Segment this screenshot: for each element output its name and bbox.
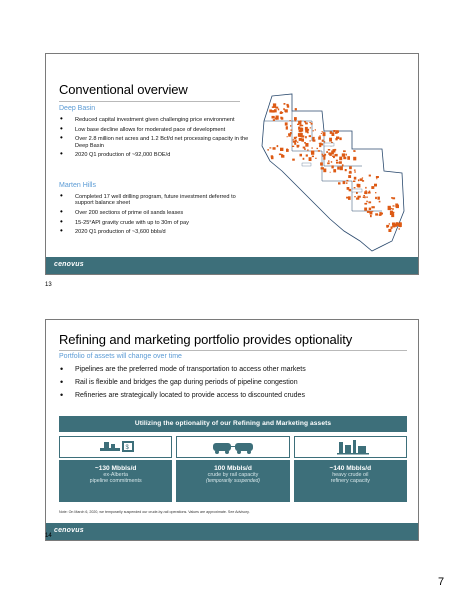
land-parcel (283, 108, 285, 110)
land-parcel (366, 196, 367, 198)
land-parcel (353, 157, 356, 161)
footer-bar (46, 257, 418, 274)
land-parcel (346, 197, 348, 199)
title-underline (59, 101, 240, 102)
card-desc: ex-Alberta (103, 472, 128, 478)
land-parcel (371, 206, 374, 208)
land-parcel (356, 198, 359, 200)
land-parcel (340, 166, 343, 170)
land-parcel (354, 170, 356, 171)
land-parcel (299, 130, 302, 132)
map-town-label (352, 189, 362, 192)
land-parcel (364, 191, 367, 194)
land-parcel (299, 138, 302, 141)
land-parcel (386, 225, 389, 227)
footnote: Note: On March 6, 2020, we temporarily suspended our crude-by-rail operations. Values are approximate. See Advisory. (59, 510, 250, 514)
section-heading-marten-hills: Marten Hills (59, 182, 96, 189)
land-parcel (363, 195, 365, 196)
land-parcel (297, 145, 300, 147)
land-parcel (310, 140, 311, 141)
cenovus-logo: cenovus (54, 527, 84, 534)
bullet-item: • Over 200 sections of prime oil sands leases (59, 210, 249, 216)
bullet-item: • Pipelines are the preferred mode of transportation to access other markets (59, 366, 409, 374)
refinery-icon (295, 437, 409, 457)
land-parcel (354, 177, 357, 180)
land-parcel (322, 131, 324, 132)
land-parcel (389, 223, 390, 224)
land-parcel (358, 196, 361, 198)
land-parcel (319, 135, 320, 136)
land-parcel (295, 120, 296, 122)
land-parcel (336, 162, 339, 164)
land-parcel (379, 214, 382, 216)
land-parcel (332, 156, 334, 157)
land-parcel (312, 156, 314, 158)
land-parcel (332, 132, 335, 136)
card-desc: pipeline commitments (89, 478, 142, 485)
land-parcel (286, 149, 289, 152)
slide-conventional-overview (45, 53, 419, 275)
land-parcel (377, 197, 380, 200)
land-parcel (313, 130, 314, 131)
marten-hills-bullets (59, 194, 249, 239)
land-parcel (309, 135, 311, 137)
land-parcel (391, 197, 392, 199)
land-parcel (288, 133, 291, 136)
land-parcel (305, 127, 308, 130)
land-parcel (303, 147, 306, 149)
card-desc: heavy crude oil (332, 472, 369, 478)
bullet-item: • Low base decline allows for moderated pace of development (59, 127, 249, 133)
land-parcel (349, 171, 351, 173)
card-value: ~130 Mbbls/d (94, 465, 137, 472)
land-parcel (354, 171, 356, 172)
land-parcel (290, 125, 291, 126)
land-parcel (322, 140, 324, 142)
land-parcel (345, 154, 347, 156)
title-underline (59, 350, 407, 351)
land-parcel (327, 162, 330, 164)
land-parcel (335, 132, 338, 134)
land-parcel (339, 137, 341, 140)
land-parcel (379, 201, 381, 203)
section-banner: Utilizing the optionality of our Refining and Marketing assets (59, 416, 407, 432)
bullet-item: • Refineries are strategically located to provide access to discounted crudes (59, 392, 409, 400)
land-parcel (345, 169, 347, 171)
land-parcel (336, 160, 338, 162)
land-parcel (336, 139, 337, 140)
land-parcel (277, 145, 279, 147)
section-heading-deep-basin: Deep Basin (59, 105, 96, 112)
land-parcel (320, 162, 323, 165)
card-subnote: (temporarily suspended) (206, 478, 260, 485)
land-parcel (346, 182, 348, 183)
land-parcel (354, 150, 355, 152)
land-parcel (281, 117, 284, 119)
land-parcel (313, 139, 316, 141)
land-parcel (347, 156, 350, 160)
land-parcel (304, 121, 306, 122)
land-parcel (346, 180, 348, 182)
land-parcel (399, 228, 401, 229)
bullet-item: • Over 2.8 million net acres and 1.2 Bcf/d net processing capacity in the Deep Basin (59, 136, 249, 149)
land-parcel (303, 158, 305, 160)
land-parcel (290, 130, 292, 131)
land-parcel (335, 154, 338, 157)
land-parcel (267, 149, 269, 151)
land-parcel (328, 161, 329, 162)
bullet-item: • 2020 Q1 production of ~92,000 BOE/d (59, 152, 249, 158)
land-parcel (353, 181, 356, 183)
slide-page-number: 13 (45, 282, 52, 288)
land-parcel (317, 148, 319, 149)
land-parcel (364, 196, 366, 198)
land-parcel (348, 197, 350, 199)
land-parcel (272, 106, 274, 108)
map-town-label (324, 143, 334, 146)
land-parcel (329, 138, 332, 142)
land-parcel (305, 143, 308, 147)
land-parcel (318, 137, 321, 140)
bullet-item: • 2020 Q1 production of ~3,600 bbls/d (59, 229, 249, 235)
land-parcel (342, 153, 345, 156)
land-parcel (315, 129, 316, 130)
land-parcel (370, 215, 372, 217)
land-parcel (269, 147, 271, 148)
land-parcel (287, 136, 288, 137)
footer-bar (46, 523, 418, 540)
land-parcel (273, 147, 276, 150)
land-parcel (300, 154, 303, 157)
rail-car-icon (177, 437, 291, 457)
land-parcel (392, 197, 395, 199)
card-icon-strip (176, 436, 289, 458)
land-parcel (293, 139, 295, 140)
land-parcel (298, 133, 301, 137)
land-parcel (343, 157, 346, 160)
land-parcel (339, 157, 342, 161)
land-parcel (301, 138, 304, 141)
land-parcel (287, 105, 289, 107)
land-parcel (357, 184, 359, 187)
land-parcel (369, 208, 371, 211)
land-parcel (354, 187, 356, 188)
land-parcel (315, 158, 316, 159)
asset-cards (59, 436, 407, 502)
land-parcel (297, 124, 299, 125)
land-parcel (274, 109, 277, 112)
card-desc: refinery capacity (330, 478, 370, 485)
land-parcel (295, 140, 297, 142)
card-body (176, 460, 289, 502)
land-parcel (323, 169, 326, 173)
land-parcel (296, 137, 298, 138)
land-parcel (297, 142, 298, 143)
land-parcel (363, 197, 364, 199)
land-parcel (347, 187, 350, 190)
land-parcel (320, 143, 323, 145)
card-value: ~140 Mbbls/d (329, 465, 372, 472)
land-parcel (343, 150, 345, 152)
land-parcel (381, 213, 383, 215)
land-parcel (396, 205, 399, 209)
land-parcel (349, 166, 352, 169)
land-parcel (376, 178, 378, 179)
deep-basin-bullets (59, 117, 249, 162)
land-parcel (336, 137, 339, 140)
land-parcel (333, 169, 336, 172)
land-parcel (284, 110, 285, 112)
slide-subtitle: Portfolio of assets will change over time (59, 353, 182, 360)
land-parcel (305, 122, 308, 124)
land-parcel (364, 203, 367, 205)
deep-basin-asset-map (252, 91, 412, 259)
land-parcel (311, 123, 313, 125)
slide-title: Conventional overview (59, 82, 188, 97)
slide-page-number: 14 (45, 533, 52, 539)
card-body (294, 460, 407, 502)
card-body (59, 460, 172, 502)
land-parcel (278, 109, 279, 111)
land-parcel (269, 110, 272, 113)
slide-refining-marketing (45, 319, 419, 541)
land-parcel (292, 159, 295, 161)
land-parcel (393, 212, 394, 213)
card-value: 100 Mbbls/d (214, 465, 252, 472)
bullet-item: • Rail is flexible and bridges the gap during periods of pipeline congestion (59, 379, 409, 387)
card-rail (176, 436, 289, 502)
land-parcel (371, 186, 374, 189)
land-parcel (374, 184, 377, 187)
land-parcel (375, 213, 378, 215)
bullet-item: • Completed 17 well drilling program, future investment deferred to support balance sheet (59, 194, 249, 207)
land-parcel (323, 155, 326, 157)
land-parcel (392, 223, 395, 226)
land-parcel (338, 182, 341, 184)
map-town-label (302, 163, 311, 166)
land-parcel (362, 180, 364, 182)
land-parcel (369, 175, 371, 177)
land-parcel (323, 157, 325, 160)
card-desc: crude by rail capacity (207, 472, 259, 478)
land-parcel (391, 226, 393, 229)
land-parcel (272, 116, 275, 119)
land-parcel (370, 211, 373, 214)
land-parcel (368, 201, 371, 203)
land-parcel (337, 167, 340, 170)
card-pipeline (59, 436, 172, 502)
land-parcel (343, 181, 346, 184)
land-parcel (388, 229, 391, 232)
land-parcel (301, 125, 303, 127)
land-parcel (330, 153, 332, 154)
land-parcel (375, 197, 377, 199)
pipeline-icon (60, 437, 174, 457)
land-parcel (309, 157, 312, 161)
land-parcel (328, 149, 330, 151)
land-parcel (376, 176, 379, 178)
svg-text:$: $ (125, 445, 129, 451)
land-parcel (310, 127, 311, 128)
land-parcel (280, 112, 283, 114)
land-parcel (309, 122, 311, 123)
land-parcel (333, 130, 335, 132)
land-parcel (304, 148, 306, 150)
land-parcel (392, 208, 394, 210)
land-parcel (276, 119, 277, 120)
land-parcel (321, 133, 322, 134)
land-parcel (273, 119, 275, 121)
land-parcel (285, 122, 288, 125)
land-parcel (364, 208, 367, 211)
land-parcel (366, 201, 368, 203)
land-parcel (326, 151, 328, 153)
map-inner-boundary (324, 131, 362, 166)
land-parcel (393, 205, 395, 206)
land-parcel (331, 161, 332, 163)
land-parcel (375, 192, 376, 193)
slide-title: Refining and marketing portfolio provides optionality (59, 332, 353, 347)
land-parcel (295, 108, 297, 110)
land-parcel (388, 206, 391, 210)
card-icon-strip (59, 436, 172, 458)
land-parcel (339, 161, 342, 164)
land-parcel (306, 154, 308, 156)
land-parcel (311, 151, 314, 153)
land-parcel (289, 120, 290, 121)
cenovus-logo: cenovus (54, 261, 84, 268)
land-parcel (330, 172, 331, 173)
land-parcel (358, 179, 359, 181)
asset-land-dots (267, 103, 401, 232)
document-page-number: 7 (438, 576, 445, 588)
land-parcel (362, 177, 363, 178)
card-icon-strip (294, 436, 407, 458)
bullet-item: • Reduced capital investment given challenging price environment (59, 117, 249, 123)
land-parcel (292, 146, 294, 147)
land-parcel (330, 131, 332, 134)
land-parcel (284, 103, 286, 105)
land-parcel (275, 107, 278, 109)
land-parcel (324, 141, 325, 142)
land-parcel (390, 211, 393, 215)
land-parcel (286, 127, 288, 130)
land-parcel (368, 192, 371, 194)
land-parcel (342, 164, 344, 166)
land-parcel (354, 196, 356, 197)
land-parcel (294, 117, 297, 120)
portfolio-bullets (59, 366, 409, 405)
land-parcel (399, 223, 402, 227)
land-parcel (271, 156, 274, 159)
land-parcel (307, 149, 308, 150)
land-parcel (367, 211, 370, 213)
land-parcel (318, 150, 320, 152)
land-parcel (365, 187, 366, 189)
land-parcel (312, 147, 313, 149)
land-parcel (396, 222, 399, 226)
land-parcel (331, 165, 333, 168)
land-parcel (323, 132, 326, 136)
land-parcel (307, 129, 309, 131)
bullet-item: • 15-25°API gravity crude with up to 30m of pay (59, 220, 249, 226)
card-refinery (294, 436, 407, 502)
land-parcel (305, 136, 307, 138)
map-inner-boundary (264, 121, 312, 141)
land-parcel (312, 137, 314, 139)
land-parcel (331, 153, 334, 155)
land-parcel (348, 175, 351, 178)
land-parcel (334, 149, 336, 151)
land-parcel (280, 148, 283, 151)
land-parcel (281, 154, 283, 156)
